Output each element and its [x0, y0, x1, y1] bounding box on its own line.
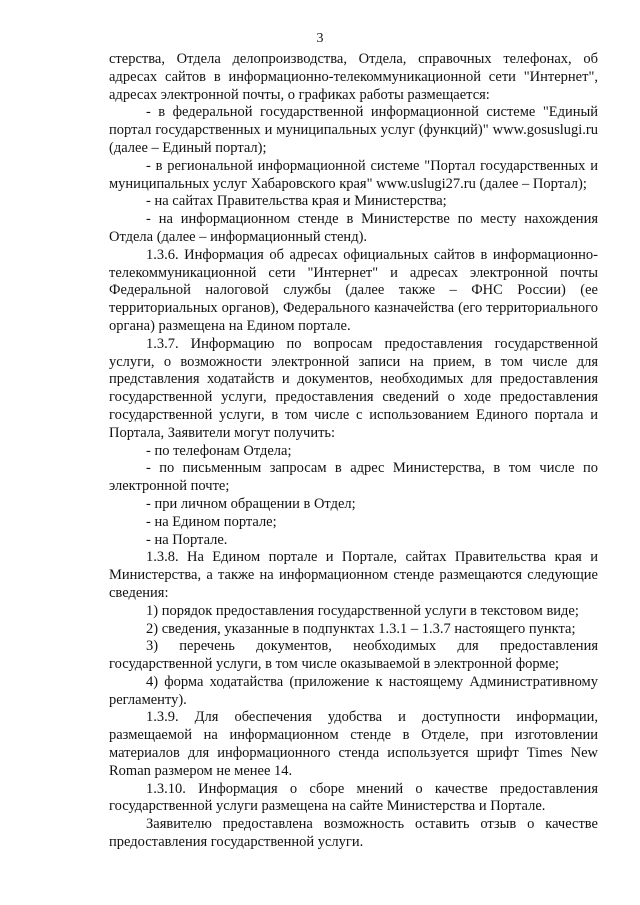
list-item-personal-visit: - при личном обращении в Отдел; — [146, 495, 356, 512]
page-number: 3 — [316, 31, 324, 46]
list-item-government-sites: - на сайтах Правительства края и Министерства; — [146, 193, 447, 210]
list-item-written-request: - по письменным запросам в адрес Министерства, в том числе по электронной почте; — [109, 460, 598, 495]
paragraph-feedback: Заявителю предоставлена возможность оставить отзыв о качестве предоставления государственной услуги. — [109, 816, 598, 851]
paragraph-1-3-7: 1.3.7. Информацию по вопросам предоставления государственной услуги, о возможности электронной записи на прием, в том числе для представления ходатайств и документов, необходимых для предоставления государственной услуги, предоставления сведений о ходе предоставления государственной услуги, в том числе с использованием Единого портала и Портала, Заявители могут получить: — [109, 335, 598, 441]
paragraph-1-3-9: 1.3.9. Для обеспечения удобства и доступности информации, размещаемой на информационном стенде в Отделе, при изготовлении материалов для информационного стенда используется шрифт Times New Roman размером не менее 14. — [109, 709, 598, 779]
paragraph-1-3-8: 1.3.8. На Едином портале и Портале, сайтах Правительства края и Министерства, а также на информационном стенде размещаются следующие сведения: — [109, 549, 598, 601]
list-item-info-stand: - на информационном стенде в Министерстве по месту нахождения Отдела (далее – информационный стенд). — [109, 211, 598, 245]
list-item-documents: 3) перечень документов, необходимых для предоставления государственной услуги, в том числе оказываемой в электронной форме; — [109, 638, 598, 673]
paragraph-continuation: стерства, Отдела делопроизводства, Отдела, справочных телефонах, об адресах сайтов в информационно-телекоммуникационной сети "Интернет", адресах электронной почты, о графиках работы размещается: — [109, 51, 598, 103]
list-item-portal: - на Портале. — [146, 531, 228, 548]
list-item-phone: - по телефонам Отдела; — [146, 442, 292, 459]
list-item-federal-portal: - в федеральной государственной информационной системе "Единый портал государственных и муниципальных услуг (функций)" www.gosuslugi.ru (далее – Единый портал); — [109, 104, 598, 156]
paragraph-1-3-6: 1.3.6. Информация об адресах официальных сайтов в информационно-телекоммуникационной сети "Интернет" и адресах электронной почты Федеральной налоговой службы (далее также – ФНС России) (ее территориальных органов), Федерального казначейства (его территориального органа) размещена на Едином портале. — [109, 246, 598, 334]
paragraph-1-3-10: 1.3.10. Информация о сборе мнений о качестве предоставления государственной услуги размещена на сайте Министерства и Портале. — [109, 780, 598, 815]
list-item-subclauses: 2) сведения, указанные в подпунктах 1.3.1 – 1.3.7 настоящего пункта; — [146, 620, 576, 637]
list-item-petition-form: 4) форма ходатайства (приложение к настоящему Административному регламенту). — [109, 673, 598, 708]
list-item-procedure: 1) порядок предоставления государственной услуги в текстовом виде; — [146, 602, 579, 619]
document-body — [109, 51, 598, 852]
list-item-unified-portal: - на Едином портале; — [146, 513, 277, 530]
list-item-regional-portal: - в региональной информационной системе "Портал государственных и муниципальных услуг Хабаровского края" www.uslugi27.ru (далее – Портал); — [109, 157, 598, 192]
